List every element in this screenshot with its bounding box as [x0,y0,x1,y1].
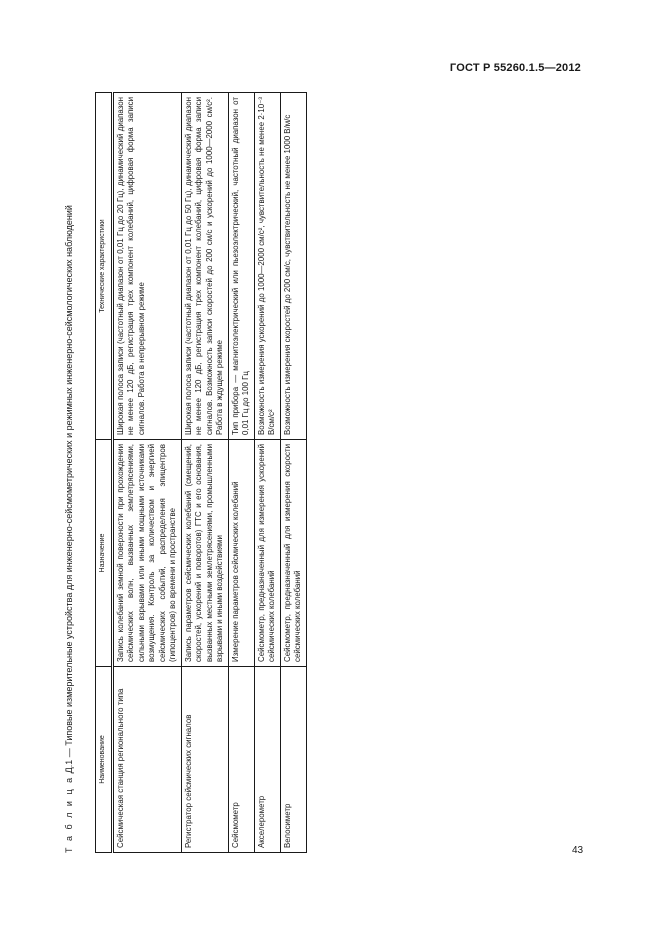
cell-purpose: Запись параметров сейсмических колебаний (смещений, скоростей, ускорений и поворотов) ГТС и его основания, вызванных местными землетрясениями, промышленными взрывами и иными воздействиями [181,440,228,667]
page-number: 43 [572,845,584,856]
table-row [228,93,254,853]
table-row [254,93,280,853]
table-caption [63,93,77,853]
instruments-table [95,92,307,853]
table-row [112,93,181,853]
caption-number: Д.1 [64,759,74,774]
cell-specs: Возможность измерения ускорений до 1000—2000 см/с², чувствительность не менее 2·10⁻³ В/см/с² [254,93,280,440]
cell-specs: Возможность измерения скоростей до 200 см/с, чувствительность не менее 1000 В/м/с [280,93,306,440]
cell-name: Велосиметр [280,667,306,853]
cell-specs: Широкая полоса записи (частотный диапазон от 0,01 Гц до 20 Гц), динамический диапазон не менее 120 дБ, регистрация трех компонент колебаний, цифровая форма записи сигналов. Работа в непрерывном режиме [112,93,181,440]
cell-specs: Тип прибора — магнитоэлектрический или пьезоэлектрический, частотный диапазон от 0,01 Гц до 100 Гц [228,93,254,440]
cell-purpose: Запись колебаний земной поверхности при прохождении сейсмических волн, вызванных землетрясениями, сильными взрывами или иными мощными источниками возмущения. Контроль за количеством и энергией сейсмических событий, распределения эпицентров (гипоцентров) во времени и пространстве [112,440,181,667]
table-header-row [96,93,113,853]
cell-name: Сейсмометр [228,667,254,853]
cell-name: Сейсмическая станция регионального типа [112,667,181,853]
cell-purpose: Сейсмометр, предназначенный для измерения скорости сейсмических колебаний [280,440,306,667]
column-header-specs: Технические характеристики [96,93,113,440]
column-header-name: Наименование [96,667,113,853]
column-header-purpose: Назначение [96,440,113,667]
caption-text: — Типовые измерительные устройства для инженерно-сейсмометрических и режимных инженерно-сейсмологических наблюдений [64,205,74,760]
cell-purpose: Измерение параметров сейсмических колебаний [228,440,254,667]
table-row [181,93,228,853]
caption-prefix: Т а б л и ц а [64,775,74,853]
rotated-table-block [63,93,307,853]
cell-name: Акселерометр [254,667,280,853]
cell-name: Регистратор сейсмических сигналов [181,667,228,853]
table-row [280,93,306,853]
standard-header: ГОСТ Р 55260.1.5—2012 [449,62,581,74]
cell-specs: Широкая полоса записи (частотный диапазон от 0,01 Гц до 50 Гц), динамический диапазон не менее 120 дБ, регистрация трех компонент колебаний, цифровая форма записи сигналов. Возможность записи скоростей до 200 см/с и ускорений до 1000—2000 см/с². Работа в ждущем режиме [181,93,228,440]
cell-purpose: Сейсмометр, предназначенный для измерения ускорений сейсмических колебаний [254,440,280,667]
